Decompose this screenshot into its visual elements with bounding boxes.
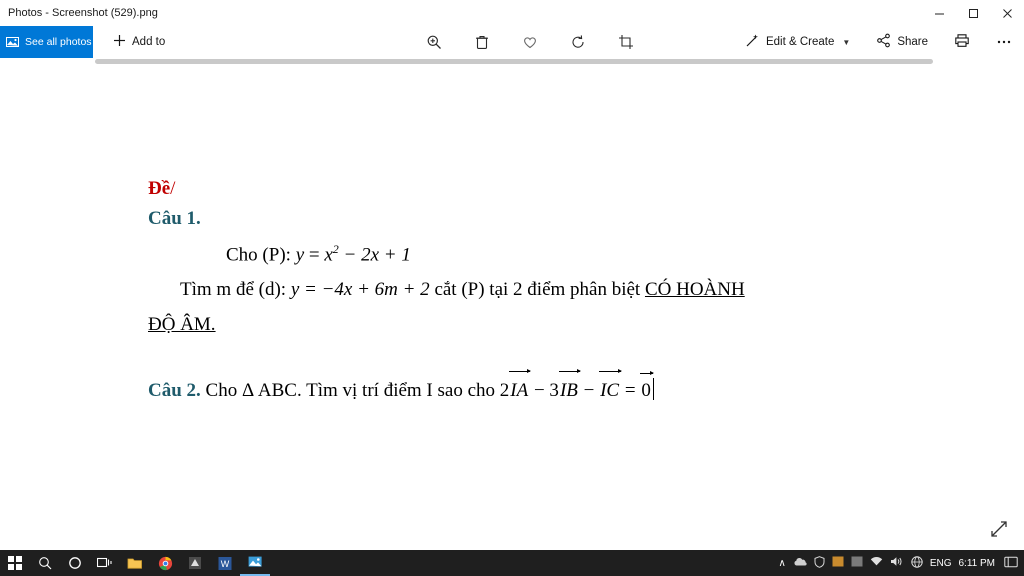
cau1-line1-eq: = (304, 244, 325, 266)
windows-taskbar (0, 550, 1024, 576)
plus-icon (113, 34, 126, 50)
tray-onedrive-icon[interactable] (793, 557, 807, 570)
print-icon (954, 33, 970, 51)
taskbar-task-view-icon[interactable] (90, 550, 120, 576)
clock-time: 6:11 PM (958, 557, 995, 569)
image-viewport[interactable] (0, 66, 1024, 550)
cau2-text: Cho Δ ABC. Tìm vị trí điểm I sao cho (200, 380, 500, 402)
expand-icon[interactable] (990, 520, 1010, 540)
cau1-line2-b: cắt (P) tại 2 điểm phân biệt (429, 279, 645, 301)
cau1-line2-underline-a: CÓ HOÀNH (644, 279, 745, 301)
add-to-button[interactable] (105, 30, 173, 54)
minimize-icon (934, 8, 945, 19)
taskbar-chrome-icon[interactable] (150, 550, 180, 576)
maximize-button[interactable] (956, 0, 990, 26)
cau1-line2-math: y = −4x + 6m + 2 (290, 279, 430, 301)
zoom-icon[interactable] (420, 28, 448, 56)
cau2-minus-2: − (578, 380, 600, 402)
cau1-line1-x: x (324, 244, 333, 266)
start-button[interactable] (0, 550, 30, 576)
print-button[interactable] (948, 29, 976, 55)
cau2-line (148, 376, 908, 406)
svg-text:W: W (220, 558, 230, 569)
cau1-line3-underline-b: ĐỘ ÂM. (148, 314, 216, 336)
close-icon (1002, 8, 1013, 19)
cau1-line2 (148, 274, 908, 305)
window-controls (922, 0, 1024, 26)
vector-ic: IC (599, 376, 620, 406)
vector-ib: IB (559, 376, 579, 406)
cau1-line1-exponent: 2 (332, 242, 339, 256)
cau2-heading: Câu 2. (148, 380, 201, 402)
horizontal-scrollbar-thumb[interactable] (95, 59, 933, 64)
tray-volume-icon[interactable] (890, 556, 904, 570)
window-title: Photos - Screenshot (529).png (8, 7, 158, 19)
see-all-photos-button[interactable] (0, 26, 93, 58)
share-label: Share (897, 36, 928, 48)
text-caret (653, 378, 654, 400)
cau1-line1-y: y (295, 244, 305, 266)
tray-language-icon[interactable] (911, 556, 923, 571)
notification-icon[interactable] (1004, 556, 1018, 571)
show-hidden-icons-button[interactable]: ∧ (778, 557, 786, 569)
cau2-equals: = (620, 380, 641, 402)
taskbar-word-icon[interactable] (210, 550, 240, 576)
tray-security-icon[interactable] (814, 556, 825, 571)
share-button[interactable] (870, 29, 934, 55)
magic-wand-icon (745, 33, 760, 51)
de-slash: / (170, 178, 176, 199)
taskbar-unity-icon[interactable] (180, 550, 210, 576)
edit-create-button[interactable] (739, 29, 856, 55)
tray-app2-icon[interactable] (851, 556, 863, 570)
see-all-photos-label: See all photos (25, 36, 92, 48)
cau1-line1-prefix: Cho (P): (226, 244, 296, 266)
delete-icon[interactable] (468, 28, 496, 56)
cau1-line3 (148, 309, 908, 340)
edit-create-label: Edit & Create (765, 36, 835, 48)
crop-icon[interactable] (612, 28, 640, 56)
vector-zero: 0 (640, 376, 652, 406)
taskbar-photos-icon[interactable] (240, 550, 270, 576)
cau1-line1 (148, 234, 908, 270)
add-to-label: Add to (132, 36, 166, 48)
cau1-line1-rest: − 2x + 1 (338, 244, 411, 266)
tray-network-icon[interactable] (870, 556, 883, 570)
photo-collection-icon (6, 36, 20, 48)
windows-logo-icon (8, 556, 22, 570)
command-bar (0, 26, 1024, 59)
close-button[interactable] (990, 0, 1024, 26)
rotate-icon[interactable] (564, 28, 592, 56)
tray-language-label[interactable]: ENG (929, 557, 952, 569)
minimize-button[interactable] (922, 0, 956, 26)
cau2-minus-1: − 3 (529, 380, 559, 402)
system-tray (779, 550, 1024, 576)
title-bar (0, 0, 1024, 27)
taskbar-items (0, 550, 270, 576)
chevron-down-icon: ▼ (842, 37, 851, 47)
de-heading (148, 178, 908, 200)
ellipsis-icon (996, 36, 1012, 48)
more-options-button[interactable] (990, 32, 1018, 52)
taskbar-search-icon[interactable] (30, 550, 60, 576)
cau1-line2-a: Tìm m để (d): (180, 279, 291, 301)
tray-app-icon[interactable] (832, 556, 844, 570)
center-tool-group (420, 26, 640, 58)
cau1-heading: Câu 1. (148, 208, 201, 229)
cau2-coef-2: 2 (499, 380, 510, 402)
maximize-icon (968, 8, 979, 19)
de-label: Đề (148, 178, 171, 199)
share-icon (876, 33, 891, 51)
taskbar-cortana-icon[interactable] (60, 550, 90, 576)
document-content (148, 178, 908, 406)
taskbar-file-explorer-icon[interactable] (120, 550, 150, 576)
right-tool-group (739, 26, 1018, 58)
heart-icon[interactable] (516, 28, 544, 56)
vector-ia: IA (509, 376, 529, 406)
taskbar-clock[interactable] (959, 558, 998, 569)
